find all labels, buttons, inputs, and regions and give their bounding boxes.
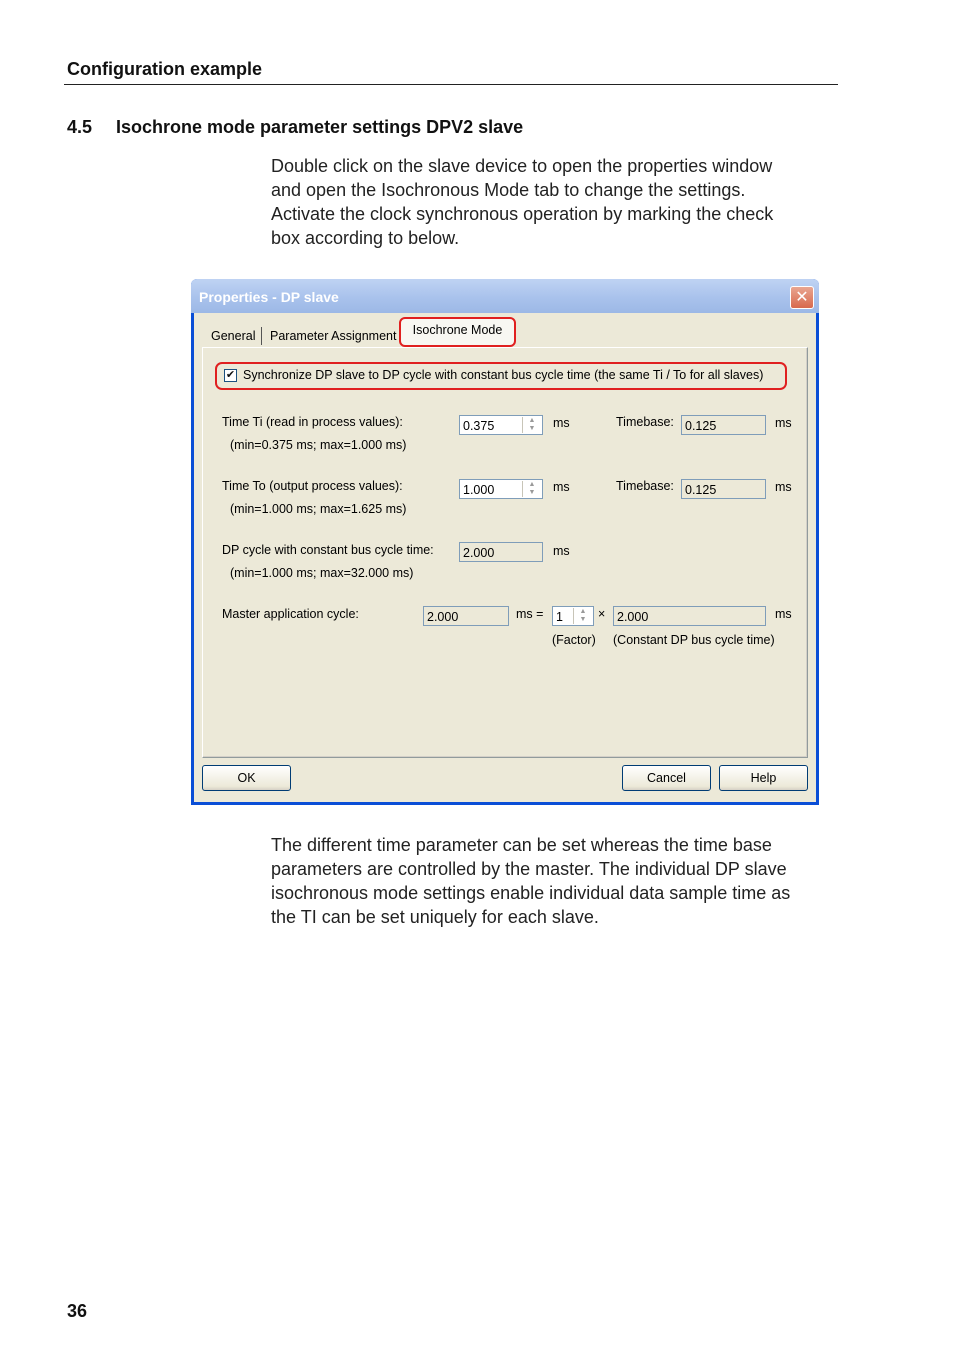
dp-cycle-unit: ms (553, 544, 570, 558)
master-cycle-value: 2.000 (427, 610, 459, 624)
to-timebase-value: 0.125 (685, 483, 717, 497)
ti-spinner[interactable]: ▲ ▼ (522, 417, 541, 433)
dialog-client (194, 313, 816, 802)
section-title: Isochrone mode parameter settings DPV2 slave (116, 117, 524, 137)
intro-paragraph (271, 154, 836, 250)
outro-paragraph (271, 833, 836, 929)
outro-line: the TI can be set uniquely for each slave. (271, 907, 599, 927)
tab-isochrone-mode[interactable]: Isochrone Mode (399, 317, 516, 347)
outro-line: parameters are controlled by the master. The individual DP slave (271, 859, 787, 879)
tab-general[interactable]: General (211, 329, 256, 343)
dialog-title: Properties - DP slave (199, 289, 339, 305)
sync-label: Synchronize DP slave to DP cycle with constant bus cycle time (the same Ti / To for all slaves) (243, 368, 764, 382)
ti-input[interactable] (459, 415, 543, 435)
close-button[interactable] (790, 286, 814, 309)
header-rule (64, 84, 838, 85)
ti-value: 0.375 (463, 419, 495, 433)
dp-cycle-label: DP cycle with constant bus cycle time: (222, 543, 434, 557)
master-cycle-field (423, 606, 509, 626)
section-number: 4.5 (67, 117, 93, 137)
page-number: 36 (67, 1301, 88, 1321)
ti-timebase-label: Timebase: (616, 415, 674, 429)
bus-cycle-unit: ms (775, 607, 792, 621)
ok-button[interactable]: OK (202, 765, 291, 791)
dp-cycle-value: 2.000 (463, 546, 495, 560)
properties-dialog (191, 279, 819, 805)
factor-value: 1 (556, 610, 563, 624)
ti-timebase-unit: ms (775, 416, 792, 430)
bus-cycle-caption: (Constant DP bus cycle time) (613, 633, 775, 647)
dp-cycle-range: (min=1.000 ms; max=32.000 ms) (230, 566, 414, 580)
ti-range: (min=0.375 ms; max=1.000 ms) (230, 438, 407, 452)
intro-line: box according to below. (271, 228, 460, 248)
close-icon: ✕ (795, 289, 809, 306)
bus-cycle-field (613, 606, 766, 626)
tab-panel (202, 347, 808, 758)
outro-line: isochronous mode settings enable individual data sample time as (271, 883, 791, 903)
master-cycle-label: Master application cycle: (222, 607, 359, 621)
ti-timebase-value: 0.125 (685, 419, 717, 433)
bus-cycle-value: 2.000 (617, 610, 649, 624)
intro-line: and open the Isochronous Mode tab to change the settings. (271, 180, 746, 200)
dialog-titlebar[interactable] (191, 279, 819, 313)
ti-label: Time Ti (read in process values): (222, 415, 403, 429)
to-timebase-unit: ms (775, 480, 792, 494)
dp-cycle-field (459, 542, 543, 562)
to-spinner[interactable]: ▲ ▼ (522, 481, 541, 497)
factor-spinner[interactable]: ▲ ▼ (573, 608, 592, 624)
intro-line: Activate the clock synchronous operation by marking the check (271, 204, 774, 224)
help-button[interactable]: Help (719, 765, 808, 791)
to-label: Time To (output process values): (222, 479, 403, 493)
running-header: Configuration example (67, 59, 263, 79)
to-value: 1.000 (463, 483, 495, 497)
to-timebase-field (681, 479, 766, 499)
master-cycle-unit: ms = (516, 607, 544, 621)
check-icon: ✔ (225, 369, 236, 381)
outro-line: The different time parameter can be set whereas the time base (271, 835, 772, 855)
factor-caption: (Factor) (552, 633, 596, 647)
to-range: (min=1.000 ms; max=1.625 ms) (230, 502, 407, 516)
to-timebase-label: Timebase: (616, 479, 674, 493)
to-input[interactable] (459, 479, 543, 499)
ti-timebase-field (681, 415, 766, 435)
tab-parameter-assignment[interactable]: Parameter Assignment (270, 329, 397, 343)
cancel-button[interactable]: Cancel (622, 765, 711, 791)
sync-checkbox[interactable] (224, 369, 237, 382)
sync-checkbox-row[interactable] (215, 362, 787, 390)
intro-line: Double click on the slave device to open the properties window (271, 156, 773, 176)
factor-input[interactable] (552, 606, 594, 626)
multiply-sign: × (598, 607, 606, 621)
ti-unit: ms (553, 416, 570, 430)
tab-separator (261, 327, 262, 345)
to-unit: ms (553, 480, 570, 494)
